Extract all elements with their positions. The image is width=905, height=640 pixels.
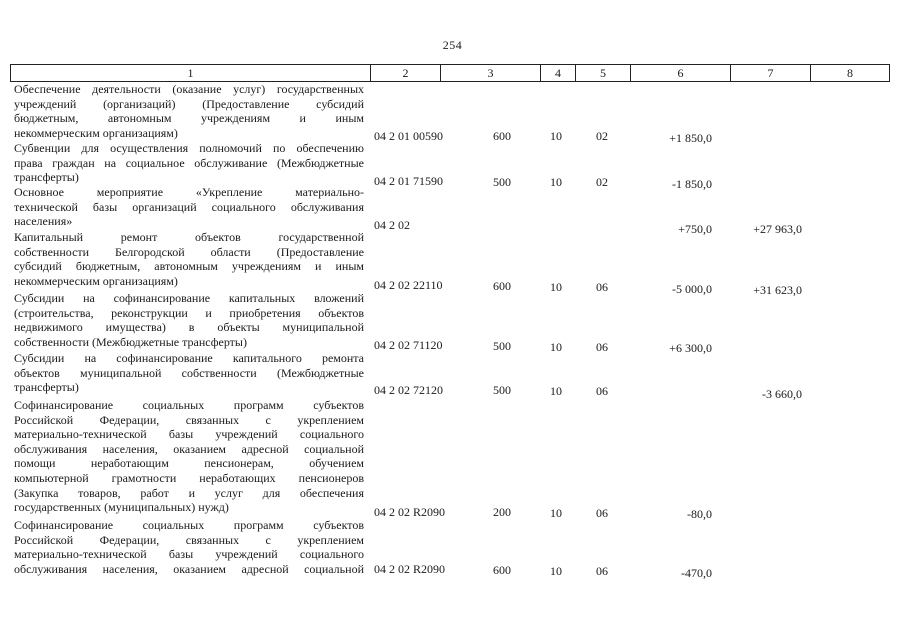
row-col-5: 06 [596,506,608,520]
description-line: Российской Федерации, связанных с укреплением [14,412,364,427]
description-line: обслуживания населения, оказанием адресной социальной [14,441,364,456]
row-code: 04 2 01 00590 [374,129,443,143]
row-col-5: 06 [596,280,608,294]
description-line: Софинансирование социальных программ субъектов [14,398,364,412]
description-line: Российской Федерации, связанных с укреплением [14,532,364,547]
row-description [14,291,364,349]
row-col-7: -3 660,0 [762,387,802,401]
description-line: компьютерной грамотности неработающих пенсионеров [14,470,364,485]
description-line: материально-технической базы учреждений социального [14,547,364,562]
description-line: Субсидии на софинансирование капитальных вложений [14,291,364,305]
description-line: некоммерческим организациям) [14,125,178,140]
row-col-4: 10 [550,340,562,354]
header-col-7: 7 [731,65,811,81]
row-col-3: 200 [493,505,511,519]
description-line: Капитальный ремонт объектов государственной [14,230,364,244]
row-col-6: -470,0 [681,566,712,580]
row-code: 04 2 01 71590 [374,174,443,188]
row-col-6: -80,0 [687,507,712,521]
row-code: 04 2 02 22110 [374,278,443,292]
row-col-3: 600 [493,279,511,293]
row-col-4: 10 [550,506,562,520]
row-col-6: -5 000,0 [672,282,712,296]
description-line: Субвенции для осуществления полномочий по обеспечению [14,141,364,155]
header-col-4: 4 [541,65,576,81]
row-description [14,518,364,576]
page-number: 254 [442,38,463,52]
row-code: 04 2 02 72120 [374,383,443,397]
description-line: (строительства, реконструкции и приобретения объектов [14,305,364,320]
description-line: собственности (Межбюджетные трансферты) [14,334,247,349]
description-line: права граждан на социальное обслуживание (Межбюджетные [14,155,364,170]
description-line: Обеспечение деятельности (оказание услуг) государственных [14,82,364,96]
row-col-7: +27 963,0 [753,222,802,236]
description-line: обслуживания населения, оказанием адресной социальной [14,561,364,576]
description-line: помощи неработающим пенсионерам, обучением [14,456,364,471]
description-line: учреждений (организаций) (Предоставление субсидий [14,96,364,111]
row-col-4: 10 [550,280,562,294]
row-col-4: 10 [550,175,562,189]
row-code: 04 2 02 [374,218,410,232]
description-line: Софинансирование социальных программ субъектов [14,518,364,532]
description-line: государственных (муниципальных) нужд) [14,500,229,515]
description-line: Основное мероприятие «Укрепление материально- [14,185,364,199]
description-line: некоммерческим организациям) [14,273,178,288]
description-line: населения» [14,214,73,229]
row-col-4: 10 [550,129,562,143]
header-col-5: 5 [576,65,631,81]
header-col-1: 1 [11,65,371,81]
row-col-4: 10 [550,384,562,398]
row-col-6: +750,0 [678,222,712,236]
description-line: материально-технической базы учреждений социального [14,427,364,442]
row-col-5: 02 [596,129,608,143]
description-line: трансферты) [14,170,79,185]
row-col-5: 02 [596,175,608,189]
description-line: недвижимого имущества) в объекты муниципальной [14,320,364,335]
description-line: Субсидии на софинансирование капитального ремонта [14,351,364,365]
row-col-3: 500 [493,339,511,353]
row-code: 04 2 02 R2090 [374,505,446,519]
row-description [14,230,364,288]
row-col-6: -1 850,0 [672,177,712,191]
row-col-5: 06 [596,384,608,398]
description-line: объектов муниципальной собственности (Межбюджетные [14,365,364,380]
row-col-3: 500 [493,175,511,189]
row-col-3: 600 [493,129,511,143]
description-line: субсидий бюджетным, автономным учреждениям и иным [14,259,364,274]
header-col-3: 3 [441,65,541,81]
row-col-5: 06 [596,564,608,578]
description-line: трансферты) [14,380,79,395]
row-code: 04 2 02 R2090 [374,562,446,576]
row-description [14,185,364,229]
header-col-8: 8 [847,66,853,80]
row-description [14,82,364,140]
row-col-5: 06 [596,340,608,354]
row-code: 04 2 02 71120 [374,338,443,352]
row-description [14,398,364,515]
row-col-3: 500 [493,383,511,397]
description-line: собственности Белгородской области (Предоставление [14,244,364,259]
table-header [10,64,890,82]
row-col-4: 10 [550,564,562,578]
description-line: (Закупка товаров, работ и услуг для обеспечения [14,485,364,500]
row-description [14,351,364,395]
row-col-3: 600 [493,563,511,577]
row-col-7: +31 623,0 [753,283,802,297]
row-description [14,141,364,185]
row-col-6: +6 300,0 [669,341,712,355]
row-col-6: +1 850,0 [669,131,712,145]
header-col-6: 6 [631,65,731,81]
description-line: бюджетным, автономным учреждениям и иным [14,111,364,126]
description-line: технической базы организаций социального обслуживания [14,199,364,214]
header-col-2: 2 [371,65,441,81]
